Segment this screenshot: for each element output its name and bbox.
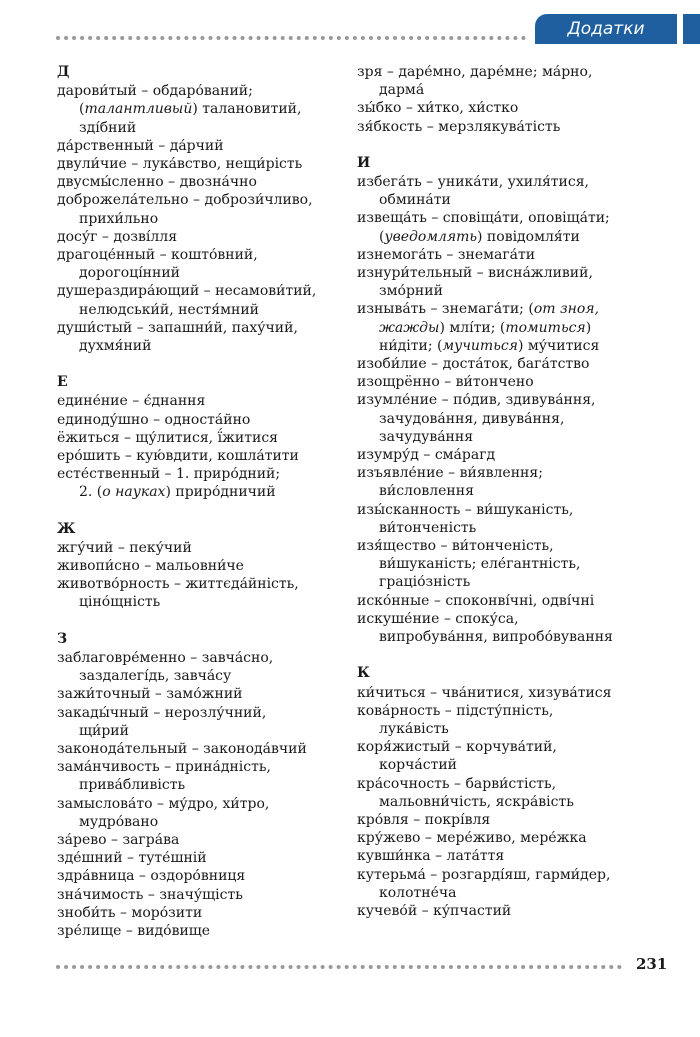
- italic-note: жажды: [379, 319, 440, 336]
- dictionary-line: [357, 264, 657, 282]
- dictionary-line: [57, 849, 347, 867]
- entry-text: еро́шить – кую́вдити, кошла́тити: [57, 448, 299, 465]
- dictionary-line: [357, 300, 657, 318]
- dictionary-line: [357, 519, 657, 537]
- entry-text: (: [79, 101, 85, 118]
- entry-text: двули́чие – лука́вство, нещи́рість: [57, 156, 303, 173]
- entry-text: изъявле́ние – ви́явлення;: [357, 465, 543, 482]
- entry-text: за́рево – загра́ва: [57, 831, 180, 848]
- entry-text: изя́щество – ви́тонченість,: [357, 538, 554, 555]
- entry-text: досу́г – дозві́лля: [57, 228, 178, 245]
- entry-text: живопи́сно – мальовни́че: [57, 558, 244, 575]
- dictionary-line: [57, 100, 347, 118]
- entry-text: изнури́тельный – висна́жливий,: [357, 265, 593, 282]
- dictionary-line: [57, 722, 347, 740]
- entry-text: есте́ственный – 1. приро́дний;: [57, 466, 281, 483]
- entry-text: ки́читься – чва́нитися, хизува́тися: [357, 684, 612, 701]
- entry-text: избега́ть – уника́ти, ухиля́тися,: [357, 174, 589, 191]
- dictionary-line: [57, 776, 347, 794]
- dictionary-line: [57, 886, 347, 904]
- italic-note: томиться: [505, 319, 586, 336]
- dictionary-line: [57, 392, 347, 410]
- section-letter: Д: [57, 64, 70, 80]
- entry-text: изнемога́ть – знемага́ти: [357, 246, 536, 263]
- italic-note: уведомлять: [384, 228, 478, 245]
- dictionary-line: [357, 464, 657, 482]
- dictionary-line: [357, 482, 657, 500]
- entry-text: изумру́д – сма́рагд: [357, 447, 496, 464]
- dictionary-line: [57, 228, 347, 246]
- dictionary-line: [57, 758, 347, 776]
- section-letter: З: [57, 630, 68, 647]
- entry-text: дорогоці́нний: [79, 265, 181, 282]
- entry-text: ви́тонченість: [379, 519, 477, 536]
- entry-text: ) млі́ти; (: [439, 319, 506, 336]
- section-letter: Ж: [57, 520, 76, 537]
- dictionary-line: [357, 720, 657, 738]
- dictionary-line: [57, 593, 347, 611]
- dictionary-line: [357, 811, 657, 829]
- dictionary-line: [357, 501, 657, 519]
- dictionary-line: [57, 667, 347, 685]
- italic-note: талантливый: [84, 101, 193, 118]
- entry-text: ) талановитий,: [192, 101, 302, 118]
- dictionary-line: [357, 228, 657, 246]
- section-header-tab: [535, 14, 677, 44]
- italic-note: от зноя,: [533, 301, 599, 318]
- entry-text: кучево́й – ку́пчастий: [357, 902, 512, 919]
- entry-text: зді́бний: [79, 119, 137, 136]
- entry-text: заздалегі́дь, завча́су: [79, 668, 232, 685]
- dictionary-line: [357, 373, 657, 391]
- right-column: [357, 63, 657, 938]
- dictionary-line: [357, 428, 657, 446]
- entry-text: обмина́ти: [379, 192, 451, 209]
- dictionary-line: [57, 137, 347, 155]
- entry-text: здра́вница – оздоро́вниця: [57, 868, 246, 885]
- dictionary-line: [357, 81, 657, 99]
- dictionary-line: [357, 446, 657, 464]
- entry-text: коря́жистый – корчува́тий,: [357, 739, 557, 756]
- entry-text: единоду́шно – односта́йно: [57, 411, 251, 428]
- entry-text: ) повідомля́ти: [477, 228, 580, 245]
- dictionary-line: [57, 465, 347, 483]
- dictionary-section: [57, 630, 347, 940]
- entry-text: изумле́ние – по́див, здивува́ння,: [357, 392, 596, 409]
- entry-text: мудро́вано: [79, 813, 159, 830]
- dictionary-line: [357, 775, 657, 793]
- entry-text: кова́рность – підсту́пність,: [357, 702, 554, 719]
- italic-note: о науках: [102, 484, 166, 501]
- top-dotted-rule: [56, 36, 526, 40]
- dictionary-line: [57, 831, 347, 849]
- entry-text: мальовни́чість, яскра́вість: [379, 793, 574, 810]
- dictionary-line: [357, 63, 657, 81]
- entry-text: зачудова́ння, дивува́ння,: [379, 410, 565, 427]
- entry-text: зря – даре́мно, даре́мне; ма́рно,: [357, 64, 593, 80]
- dictionary-line: [57, 685, 347, 703]
- entry-text: щи́рий: [79, 722, 129, 739]
- entry-text: (: [379, 228, 385, 245]
- section-letter: Е: [57, 374, 68, 391]
- bottom-dotted-rule: [56, 965, 622, 969]
- dictionary-section: [357, 63, 657, 136]
- page-number: 231: [636, 955, 668, 973]
- entry-text: кувши́нка – лата́ття: [357, 848, 505, 865]
- entry-text: душераздира́ющий – несамови́тий,: [57, 283, 317, 300]
- dictionary-line: [357, 173, 657, 191]
- dictionary-line: [57, 82, 347, 100]
- dictionary-line: [357, 209, 657, 227]
- dictionary-line: [57, 411, 347, 429]
- dictionary-line: [357, 628, 657, 646]
- dictionary-line: [357, 99, 657, 117]
- entry-text: кутерьма́ – розгарді́яш, гарми́дер,: [357, 866, 611, 883]
- left-column: [57, 63, 347, 958]
- dictionary-section: [57, 373, 347, 501]
- entry-text: корча́стий: [379, 757, 457, 774]
- entry-text: зре́лище – видо́вище: [57, 922, 211, 939]
- entry-text: ) приро́дничий: [165, 484, 276, 501]
- dictionary-line: [57, 922, 347, 940]
- dictionary-line: [357, 702, 657, 720]
- dictionary-line: [57, 704, 347, 722]
- dictionary-line: [57, 429, 347, 447]
- entry-text: зы́бко – хи́тко, хи́стко: [357, 100, 519, 117]
- dictionary-line: [57, 575, 347, 593]
- dictionary-line: [57, 904, 347, 922]
- entry-text: изы́сканность – ви́шуканість,: [357, 501, 574, 518]
- dictionary-line: [357, 573, 657, 591]
- entry-text: зажи́точный – замо́жний: [57, 686, 243, 703]
- dictionary-line: [357, 829, 657, 847]
- dictionary-line: [57, 246, 347, 264]
- entry-text: жгу́чий – пеку́чий: [57, 539, 192, 556]
- dictionary-line: [57, 119, 347, 137]
- dictionary-line: [357, 246, 657, 264]
- entry-text: зде́шний – туте́шній: [57, 850, 207, 867]
- entry-text: извеща́ть – сповіща́ти, оповіща́ти;: [357, 210, 610, 227]
- entry-text: кра́сочность – барви́стість,: [357, 775, 557, 792]
- dictionary-line: [57, 319, 347, 337]
- dictionary-line: [357, 410, 657, 428]
- entry-text: дарма́: [379, 82, 425, 99]
- dictionary-section: [357, 664, 657, 920]
- entry-text: дарови́тый – обдаро́ваний;: [57, 83, 253, 100]
- entry-text: зноби́ть – моро́зити: [57, 904, 203, 921]
- header-tab-edge: [683, 14, 700, 44]
- entry-text: ёжиться – щу́литися, ї́житися: [57, 429, 278, 446]
- entry-text: драгоце́нный – кошто́вний,: [57, 247, 258, 264]
- entry-text: 2. (: [79, 484, 103, 501]
- entry-text: зама́нчивость – прина́дність,: [57, 759, 271, 776]
- entry-text: заблаговре́менно – завча́сно,: [57, 649, 274, 666]
- entry-text: да́рственный – да́рчий: [57, 137, 224, 154]
- entry-text: випробува́ння, випробо́вування: [379, 629, 613, 646]
- entry-text: едине́ние – є́днання: [57, 393, 206, 410]
- entry-text: изныва́ть – знемага́ти; (: [357, 301, 534, 318]
- dictionary-line: [57, 155, 347, 173]
- dictionary-line: [57, 337, 347, 355]
- entry-text: прива́бливість: [79, 777, 186, 794]
- dictionary-line: [357, 902, 657, 920]
- italic-note: мучиться: [442, 337, 518, 354]
- dictionary-line: [357, 391, 657, 409]
- entry-text: души́стый – запашни́й, паху́чий,: [57, 319, 298, 336]
- dictionary-line: [57, 447, 347, 465]
- entry-text: ): [585, 319, 592, 336]
- entry-text: замыслова́то – му́дро, хи́тро,: [57, 795, 270, 812]
- section-letter: К: [357, 665, 370, 682]
- entry-text: прихи́льно: [79, 210, 159, 227]
- dictionary-line: [57, 264, 347, 282]
- entry-text: змо́рний: [379, 283, 443, 300]
- dictionary-line: [57, 649, 347, 667]
- entry-text: иско́нные – споконві́чні, одві́чні: [357, 592, 595, 609]
- entry-text: ціно́щність: [79, 594, 161, 611]
- dictionary-line: [57, 483, 347, 501]
- dictionary-line: [357, 355, 657, 373]
- dictionary-line: [357, 866, 657, 884]
- entry-text: изощрённо – ви́тончено: [357, 374, 534, 391]
- dictionary-line: [357, 756, 657, 774]
- dictionary-line: [57, 813, 347, 831]
- entry-text: законода́тельный – законода́вчий: [57, 740, 307, 757]
- dictionary-line: [57, 557, 347, 575]
- entry-text: граціо́зність: [379, 574, 471, 591]
- dictionary-line: [57, 173, 347, 191]
- dictionary-line: [57, 539, 347, 557]
- entry-text: животво́рность – життєда́йність,: [57, 576, 299, 593]
- dictionary-line: [357, 537, 657, 555]
- dictionary-line: [357, 738, 657, 756]
- dictionary-line: [357, 282, 657, 300]
- dictionary-line: [357, 118, 657, 136]
- entry-text: лука́вість: [379, 720, 449, 737]
- dictionary-line: [57, 210, 347, 228]
- dictionary-line: [57, 740, 347, 758]
- dictionary-line: [357, 555, 657, 573]
- entry-text: духмя́ний: [79, 338, 152, 355]
- dictionary-line: [57, 191, 347, 209]
- entry-text: ни́діти; (: [379, 337, 443, 354]
- dictionary-line: [357, 610, 657, 628]
- dictionary-line: [357, 319, 657, 337]
- dictionary-line: [357, 847, 657, 865]
- entry-text: изоби́лие – доста́ток, бага́тство: [357, 356, 590, 373]
- entry-text: ви́шуканість; еле́гантність,: [379, 556, 581, 573]
- entry-text: зя́бкость – мерзлякува́тість: [357, 118, 561, 135]
- section-letter: И: [357, 154, 371, 171]
- entry-text: ) му́читися: [517, 337, 600, 354]
- entry-text: колотне́ча: [379, 884, 457, 901]
- dictionary-section: [57, 520, 347, 612]
- entry-text: кру́жево – мере́живо, мере́жка: [357, 830, 587, 847]
- section-title: Додатки: [567, 19, 645, 39]
- dictionary-line: [357, 793, 657, 811]
- dictionary-line: [57, 795, 347, 813]
- entry-text: зна́чимость – значу́щість: [57, 886, 243, 903]
- dictionary-line: [357, 592, 657, 610]
- entry-text: двусмы́сленно – двозна́чно: [57, 174, 257, 191]
- dictionary-line: [357, 337, 657, 355]
- dictionary-line: [357, 684, 657, 702]
- dictionary-line: [57, 867, 347, 885]
- dictionary-line: [57, 282, 347, 300]
- dictionary-line: [357, 884, 657, 902]
- entry-text: ви́словлення: [379, 483, 474, 500]
- entry-text: искуше́ние – споку́са,: [357, 610, 519, 627]
- entry-text: кро́вля – покрі́вля: [357, 811, 491, 828]
- dictionary-line: [357, 191, 657, 209]
- entry-text: закады́чный – нерозлу́чний,: [57, 704, 267, 721]
- dictionary-section: [57, 63, 347, 355]
- dictionary-section: [357, 154, 657, 646]
- entry-text: доброжела́тельно – добрози́чливо,: [57, 192, 313, 209]
- entry-text: нелюдськи́й, нестя́мний: [79, 301, 260, 318]
- entry-text: зачудува́ння: [379, 428, 474, 445]
- dictionary-line: [57, 301, 347, 319]
